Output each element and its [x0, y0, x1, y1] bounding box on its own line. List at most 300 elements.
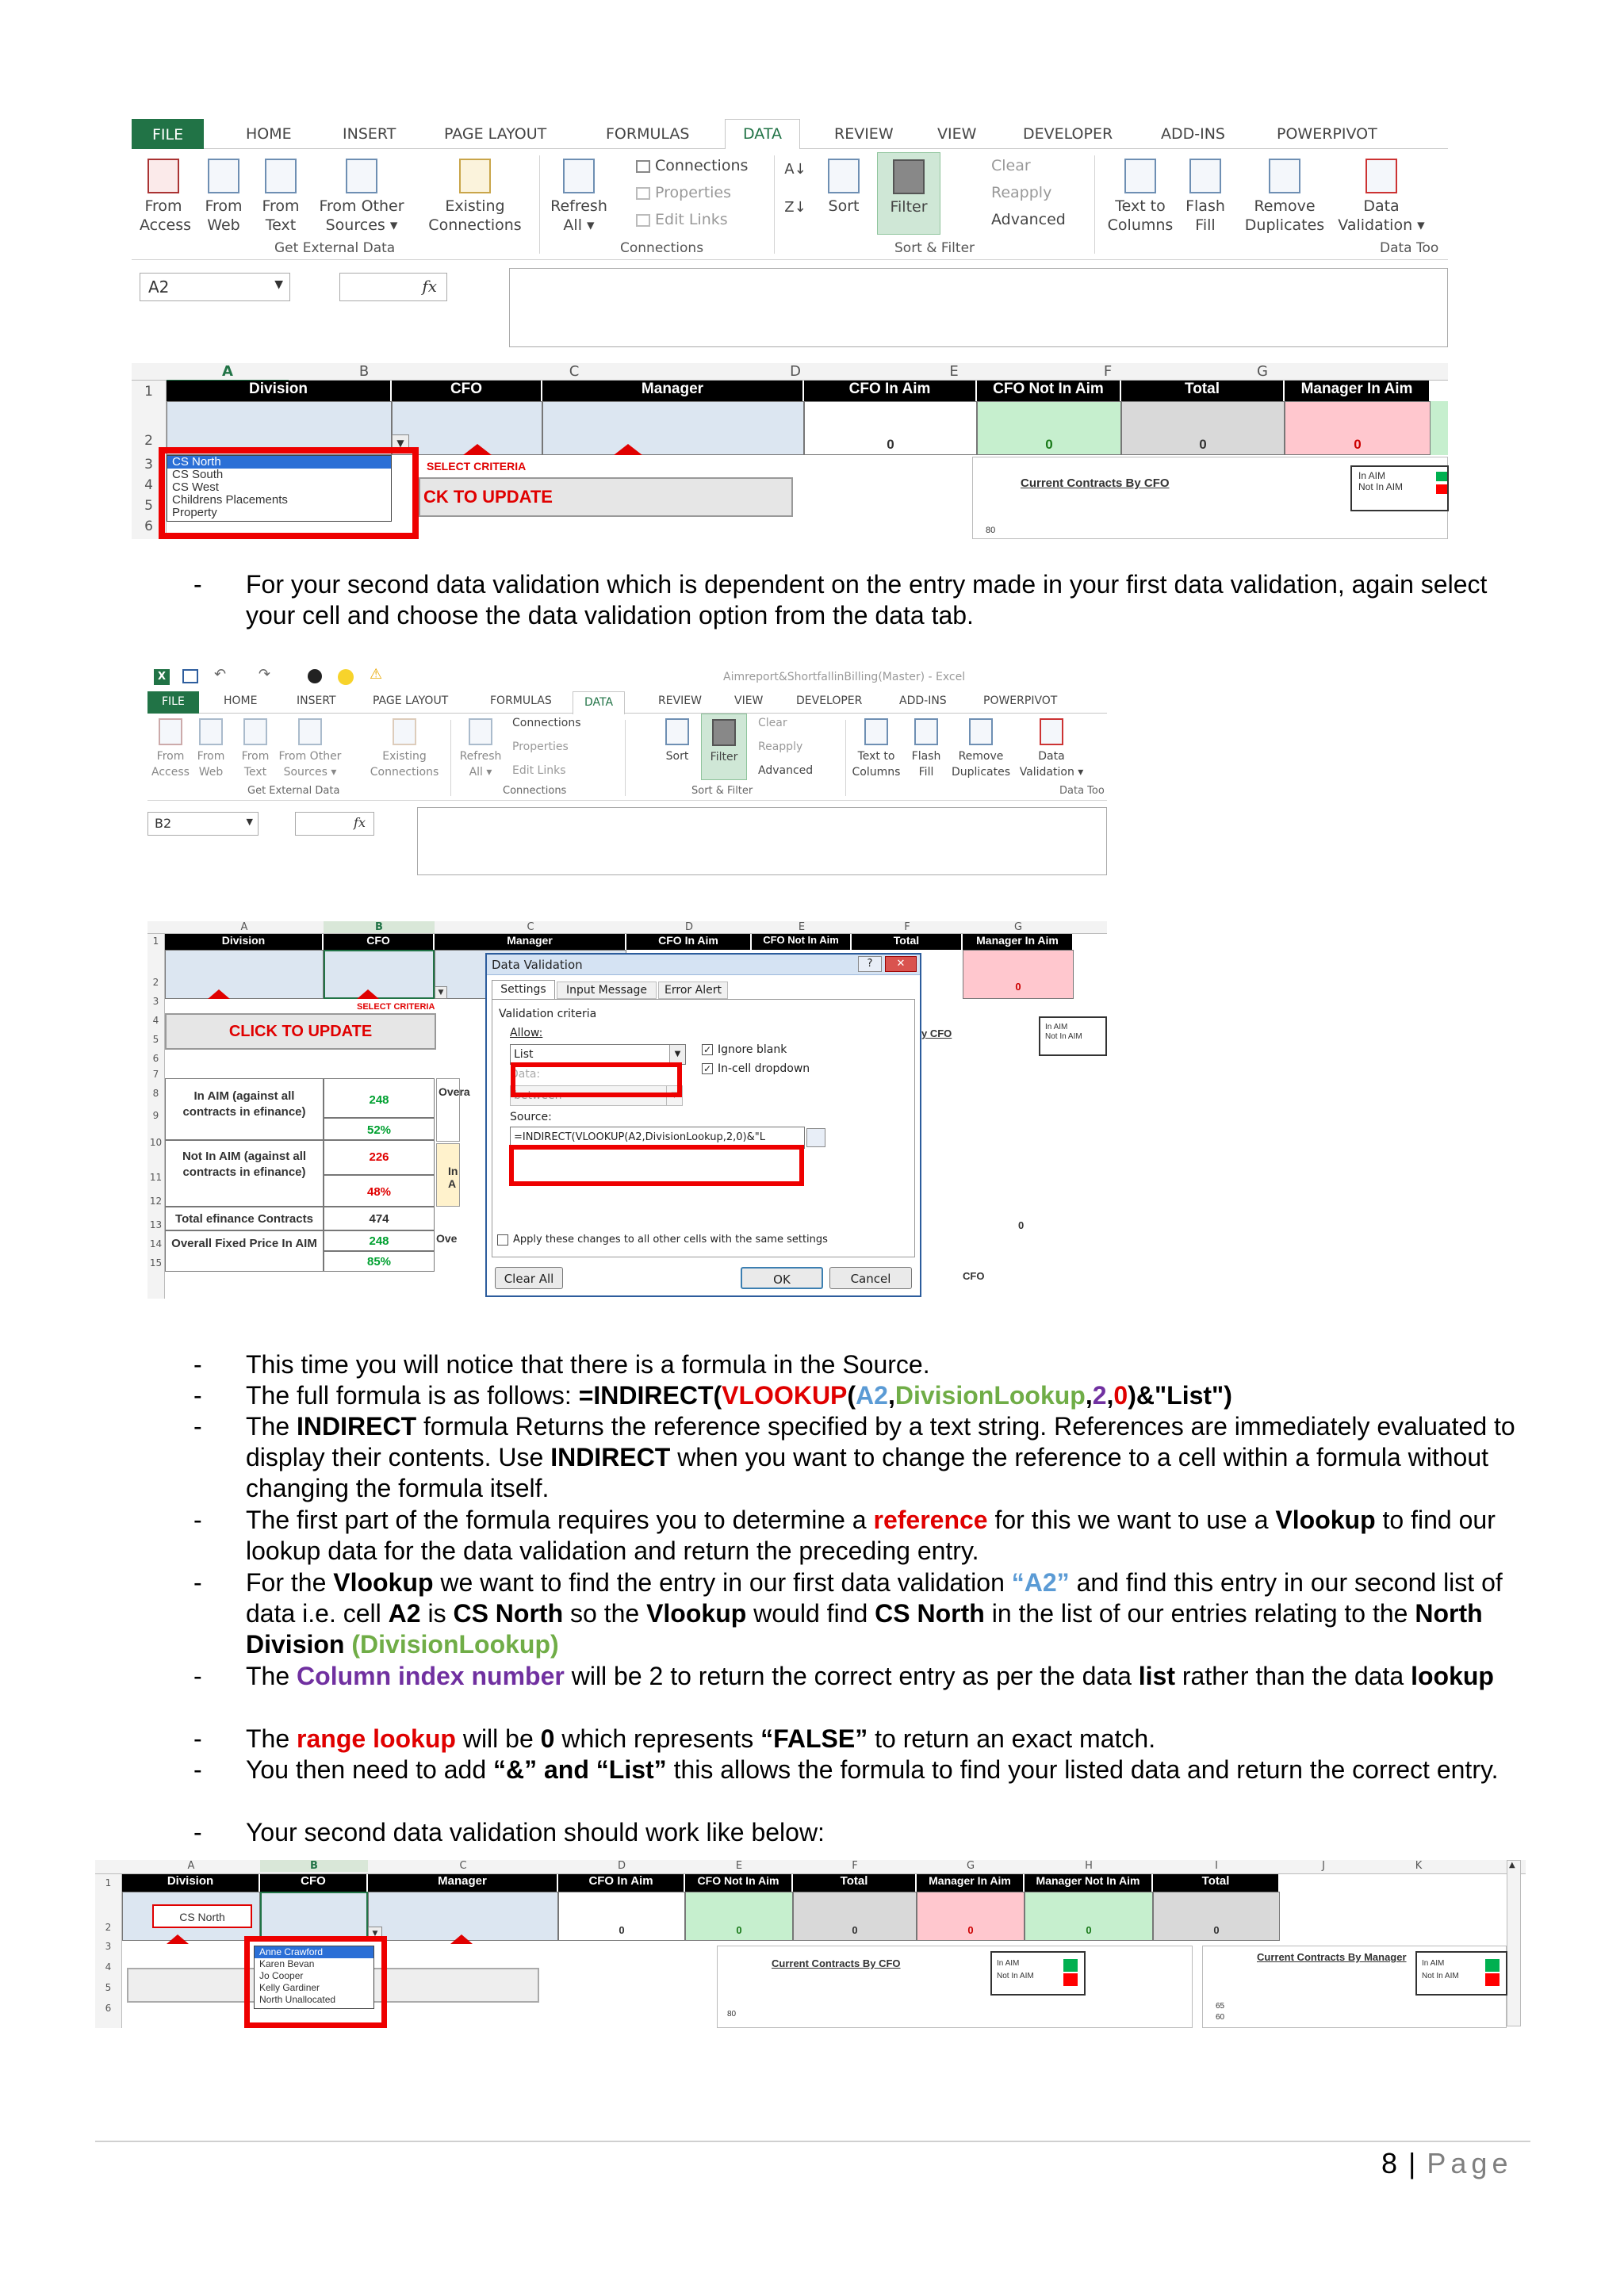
column-letter: E	[949, 363, 959, 380]
vertical-scrollbar[interactable]	[1507, 1860, 1521, 2026]
header-total: Total	[793, 1874, 917, 1892]
tab-add-ins[interactable]: ADD-INS	[1161, 125, 1225, 143]
refresh-icon	[469, 718, 492, 745]
excel-screenshot-3	[95, 1857, 1526, 2028]
in-aim-label-cut: In A	[436, 1143, 460, 1207]
properties-button[interactable]: Properties	[636, 184, 731, 201]
manager-in-aim-value: 0	[917, 1892, 1025, 1941]
column-letter: E	[735, 1860, 743, 1872]
sort-button[interactable]: Sort	[660, 718, 695, 764]
cfo-not-in-aim-value: 0	[977, 401, 1121, 455]
in-aim-label: In AIM (against all contracts in efinance)	[165, 1078, 324, 1140]
column-letter: J	[1322, 1860, 1325, 1872]
row-number: 3	[105, 1941, 112, 1952]
column-letter: D	[617, 1860, 626, 1872]
highlight-box	[159, 447, 419, 539]
red-arrow-icon	[463, 444, 492, 455]
column-letter: B	[358, 363, 370, 380]
title-bar	[147, 664, 1107, 691]
red-arrow-icon	[614, 444, 642, 455]
column-letter: G	[966, 1860, 975, 1872]
name-box[interactable]: A2 ▼	[140, 273, 290, 301]
data-validation-dialog	[485, 953, 921, 1297]
connections-button[interactable]: Connections	[636, 157, 748, 174]
column-headers	[95, 1860, 1526, 1874]
bullet-text: The INDIRECT formula Returns the reference specified by a text string. References are immediately evaluated to display their contents. Use INDIRECT when you want to change the reference to a cell within a formula without changing the formula itself.	[246, 1412, 1515, 1502]
refresh-icon	[563, 159, 595, 193]
row-number: 8	[152, 1088, 159, 1099]
existing-connections-button[interactable]: Existing Connections	[366, 718, 442, 780]
formula-input[interactable]	[417, 807, 1107, 875]
tab-home[interactable]: HOME	[224, 695, 258, 707]
row-number: 4	[105, 1961, 112, 1973]
manager-in-aim-value: 0	[1285, 401, 1431, 455]
not-in-aim-value: 226	[324, 1140, 435, 1175]
column-letter: G	[1257, 363, 1268, 380]
formula-input[interactable]	[509, 268, 1448, 347]
row-number: 11	[149, 1172, 163, 1183]
group-get-external-data: Get External Data	[274, 240, 396, 256]
row-number: 14	[149, 1238, 163, 1249]
row-number: 3	[144, 457, 153, 473]
legend-label: In AIM	[1045, 1023, 1068, 1031]
group-connections: Connections	[503, 785, 567, 797]
total-label: Total efinance Contracts	[165, 1207, 324, 1230]
dropdown-arrow-button[interactable]: ▼	[392, 434, 409, 452]
text-file-icon	[243, 718, 267, 745]
formula-bar	[132, 260, 1448, 333]
redo-icon[interactable]: ↷	[259, 666, 271, 683]
bullet-dash: -	[193, 1724, 202, 1753]
flash-fill-button[interactable]: Flash Fill	[1182, 159, 1229, 235]
edit-links-icon	[636, 214, 650, 227]
text-to-columns-button[interactable]: Text to Columns	[848, 718, 904, 780]
data-validation-icon	[1365, 159, 1397, 193]
ok-button[interactable]: OK	[741, 1267, 823, 1289]
reapply-button[interactable]: Reapply	[991, 184, 1052, 201]
group-sort-filter: Sort & Filter	[894, 240, 975, 256]
text-to-columns-icon	[864, 718, 888, 745]
fx-icon: fx	[354, 815, 366, 830]
division-cell[interactable]	[165, 950, 324, 999]
manager-in-aim-value: 0	[963, 950, 1074, 999]
advanced-button[interactable]: Advanced	[991, 211, 1066, 228]
column-letter: B	[260, 1860, 368, 1872]
header-manager: Manager	[435, 934, 626, 950]
footer-rule	[95, 2141, 1530, 2142]
legend-label: Not In AIM	[997, 1972, 1034, 1980]
reapply-button[interactable]: Reapply	[758, 740, 803, 753]
tab-settings[interactable]: Settings	[492, 980, 555, 999]
tab-formulas[interactable]: FORMULAS	[606, 125, 690, 143]
tab-formulas[interactable]: FORMULAS	[490, 695, 552, 707]
tab-view[interactable]: VIEW	[734, 695, 764, 707]
connections-button[interactable]: Connections	[512, 717, 581, 729]
dropdown-option[interactable]: North Unallocated	[259, 1994, 336, 2005]
header-cfo-in-aim: CFO In Aim	[804, 381, 977, 401]
bullet-dash: -	[193, 1818, 202, 1846]
apply-all-checkbox[interactable]	[497, 1234, 508, 1246]
advanced-button[interactable]: Advanced	[758, 764, 814, 777]
division-selected-value[interactable]: CS North	[152, 1904, 252, 1928]
red-arrow-icon	[167, 1934, 189, 1944]
tab-add-ins[interactable]: ADD-INS	[899, 695, 947, 707]
page-word: Page	[1427, 2147, 1513, 2179]
column-letter: D	[790, 363, 801, 380]
next-cell	[1431, 401, 1448, 455]
excel-screenshot-2	[147, 664, 1107, 1299]
circle-icon[interactable]	[308, 669, 322, 683]
close-icon: ✕	[896, 958, 906, 970]
dropdown-option[interactable]: Karen Bevan	[259, 1958, 315, 1969]
from-web-button[interactable]: From Web	[195, 718, 227, 780]
row-number: 2	[144, 433, 153, 449]
name-box[interactable]: B2 ▼	[147, 812, 259, 836]
row-number: 15	[149, 1257, 163, 1269]
group-data-tools: Data Too	[1380, 240, 1439, 256]
tab-view[interactable]: VIEW	[937, 125, 977, 143]
bullet-dash: -	[193, 1506, 202, 1534]
help-button[interactable]: ?	[858, 956, 882, 972]
total-value: 0	[1153, 1892, 1280, 1941]
header-total: Total	[1121, 381, 1285, 401]
header-cfo-not-in-aim: CFO Not In Aim	[685, 1874, 793, 1892]
row-number: 4	[144, 477, 153, 493]
column-letter: D	[684, 921, 693, 933]
remove-duplicates-button[interactable]: Remove Duplicates	[948, 718, 1013, 780]
clear-all-button[interactable]: Clear All	[495, 1267, 563, 1289]
chart-legend	[990, 1951, 1086, 1996]
click-to-update-button[interactable]: CLICK TO UPDATE	[165, 1013, 436, 1050]
column-letter: A	[240, 921, 248, 933]
existing-connections-icon	[393, 718, 416, 745]
header-manager-not-in-aim: Manager Not In Aim	[1025, 1874, 1153, 1892]
ignore-blank-checkbox[interactable]: ✓	[703, 1044, 712, 1055]
bullet-text: You then need to add “&” and “List” this allows the formula to find your listed data and return the correct entry.	[246, 1755, 1499, 1784]
data-ribbon	[132, 149, 1448, 260]
highlight-box	[511, 1062, 682, 1097]
header-division: Division	[122, 1874, 260, 1892]
tab-insert[interactable]: INSERT	[297, 695, 336, 707]
bullet-text: For the Vlookup we want to find the entry in our first data validation “A2” and find this entry in our second list of data i.e. cell A2 is CS North so the Vlookup would find CS North in the list of our entries relating to the North Division (DivisionLookup)	[246, 1568, 1503, 1659]
column-letter: C	[569, 363, 580, 380]
legend-label: Not In AIM	[1422, 1972, 1459, 1980]
divider	[1094, 155, 1095, 254]
sort-icon	[665, 718, 689, 745]
from-other-sources-button[interactable]: From Other Sources ▾	[276, 718, 344, 780]
chevron-down-icon: ▼	[274, 278, 283, 291]
cfo-label: CFO	[963, 1270, 985, 1282]
tab-powerpivot[interactable]: POWERPIVOT	[983, 695, 1058, 707]
in-aim-pct: 52%	[324, 1118, 435, 1140]
row-number: 5	[144, 498, 153, 514]
access-icon	[147, 159, 179, 193]
warning-icon[interactable]: ⚠	[370, 666, 383, 683]
excel-screenshot-1	[132, 119, 1448, 539]
chevron-down-icon: ▼	[669, 1045, 685, 1064]
column-letter: F	[904, 921, 910, 933]
properties-button[interactable]: Properties	[512, 740, 569, 753]
legend-label: Not In AIM	[1358, 481, 1404, 492]
fixed-price-pct: 85%	[324, 1251, 435, 1272]
window-title: Aimreport&ShortfallinBilling(Master) - Excel	[723, 671, 966, 683]
sort-button[interactable]: Sort	[820, 159, 868, 216]
other-sources-icon	[298, 718, 322, 745]
dropdown-option[interactable]: CS West	[172, 480, 219, 494]
dropdown-option[interactable]: Kelly Gardiner	[259, 1982, 320, 1993]
from-text-button[interactable]: From Text	[259, 159, 303, 235]
tab-powerpivot[interactable]: POWERPIVOT	[1277, 125, 1377, 143]
column-letter: C	[459, 1860, 467, 1872]
refresh-all-button[interactable]: Refresh All ▾	[458, 718, 503, 780]
header-division: Division	[167, 381, 392, 401]
tab-error-alert[interactable]: Error Alert	[658, 982, 728, 999]
cfo-cell[interactable]	[324, 950, 435, 999]
chart-current-contracts-by-cfo	[972, 457, 1448, 539]
remove-duplicates-button[interactable]: Remove Duplicates	[1240, 159, 1329, 235]
source-input[interactable]: =INDIRECT(VLOOKUP(A2,DivisionLookup,2,0)&"L	[510, 1127, 805, 1149]
header-cfo: CFO	[324, 934, 435, 950]
group-data-tools: Data Too	[1059, 785, 1105, 797]
header-manager-in-aim: Manager In Aim	[1285, 381, 1431, 401]
in-cell-dropdown-checkbox[interactable]: ✓	[703, 1063, 712, 1074]
column-letter: E	[798, 921, 806, 933]
from-access-button[interactable]: From Access	[151, 718, 190, 780]
select-criteria-label: SELECT CRITERIA	[357, 1002, 435, 1012]
column-letter: H	[1085, 1860, 1093, 1872]
tab-insert[interactable]: INSERT	[343, 125, 396, 143]
row-number: 6	[105, 2003, 112, 2014]
header-total: Total	[852, 934, 963, 950]
tab-developer[interactable]: DEVELOPER	[1023, 125, 1113, 143]
save-icon[interactable]	[182, 669, 198, 683]
bullet-text: The full formula is as follows: =INDIRECT(VLOOKUP(A2,DivisionLookup,2,0)&"List")	[246, 1381, 1232, 1410]
data-validation-button[interactable]: Data Validation ▾	[1334, 159, 1429, 235]
formula-bar	[147, 801, 1107, 864]
ignore-blank-label: Ignore blank	[718, 1043, 787, 1056]
row-number: 6	[144, 519, 153, 534]
from-access-button[interactable]: From Access	[140, 159, 187, 235]
edit-links-button[interactable]: Edit Links	[512, 764, 566, 777]
bullet-dash: -	[193, 1350, 202, 1379]
data-select[interactable]: between ▼	[510, 1085, 683, 1106]
dropdown-arrow-button[interactable]: ▼	[368, 1927, 382, 1941]
remove-duplicates-icon	[969, 718, 993, 745]
axis-tick-label: 65	[1216, 2002, 1225, 2011]
tab-page-layout[interactable]: PAGE LAYOUT	[373, 695, 449, 707]
chart-title: Current Contracts By CFO	[772, 1957, 901, 1969]
red-arrow-icon	[208, 989, 230, 999]
tab-file[interactable]: FILE	[147, 691, 199, 714]
undo-icon[interactable]: ↶	[214, 666, 227, 683]
axis-tick-label: 80	[727, 2010, 737, 2019]
existing-connections-button[interactable]: Existing Connections	[423, 159, 527, 235]
dropdown-option[interactable]: Childrens Placements	[172, 493, 288, 507]
chart-legend	[1415, 1951, 1507, 1996]
click-to-update-button[interactable]: CK TO UPDATE	[419, 477, 793, 517]
divider	[539, 155, 540, 254]
tab-review[interactable]: REVIEW	[658, 695, 702, 707]
close-button[interactable]	[885, 956, 917, 972]
dropdown-option[interactable]: Anne Crawford	[255, 1946, 373, 1958]
fixed-price-label: Overall Fixed Price In AIM	[165, 1230, 324, 1272]
header-manager: Manager	[368, 1874, 558, 1892]
from-web-button[interactable]: From Web	[201, 159, 246, 235]
not-in-aim-label: Not In AIM (against all contracts in efinance)	[165, 1140, 324, 1207]
manager-not-in-aim-value: 0	[1025, 1892, 1153, 1941]
column-letter: I	[1215, 1860, 1218, 1872]
divider	[845, 720, 846, 796]
red-arrow-icon	[450, 1934, 473, 1944]
page-footer	[1381, 2147, 1512, 2180]
data-ribbon	[147, 714, 1107, 801]
tab-page-layout[interactable]: PAGE LAYOUT	[444, 125, 547, 143]
flash-fill-icon	[914, 718, 938, 745]
manager-cell[interactable]	[542, 401, 804, 455]
chart-current-contracts-by-cfo	[717, 1946, 1193, 2028]
header-manager: Manager	[542, 381, 804, 401]
from-other-sources-button[interactable]: From Other Sources ▾	[314, 159, 409, 235]
header-manager-in-aim: Manager In Aim	[917, 1874, 1025, 1892]
access-icon	[159, 718, 182, 745]
red-arrow-icon	[357, 989, 379, 999]
dropdown-option[interactable]: CS North	[167, 456, 391, 469]
cfo-not-in-aim-value: 0	[685, 1892, 793, 1941]
excel-icon: X	[154, 669, 170, 685]
in-aim-value: 248	[324, 1078, 435, 1118]
dropdown-option[interactable]: CS South	[172, 468, 224, 481]
edit-links-button[interactable]: Edit Links	[636, 211, 728, 228]
header-cfo-in-aim: CFO In Aim	[626, 934, 752, 950]
bullet-text: The Column index number will be 2 to return the correct entry as per the data list rather than the data lookup	[246, 1662, 1494, 1690]
chart-title: Current Contracts By CFO	[1021, 476, 1170, 490]
ribbon-tabs	[147, 691, 1107, 714]
legend-swatch-red	[1063, 1973, 1078, 1986]
smiley-icon[interactable]	[338, 669, 354, 685]
legend-swatch-red	[1436, 484, 1447, 494]
instruction-paragraph: For your second data validation which is dependent on the entry made in your first data validation, again select your cell and choose the data validation option from the data tab.	[246, 570, 1488, 629]
data-validation-button[interactable]: Data Validation ▾	[1017, 718, 1086, 780]
web-icon	[199, 718, 223, 745]
axis-tick-label: 60	[1216, 2013, 1225, 2022]
apply-all-label: Apply these changes to all other cells with the same settings	[513, 1234, 828, 1246]
total-value: 474	[324, 1207, 435, 1230]
cfo-cell[interactable]	[260, 1892, 368, 1941]
fixed-price-value: 248	[324, 1230, 435, 1251]
bullet-dash: -	[193, 1568, 202, 1597]
row-number: 1	[144, 384, 153, 400]
bullet-dash: -	[193, 570, 202, 599]
allow-label: Allow:	[510, 1027, 543, 1039]
tab-data[interactable]: DATA	[573, 691, 625, 714]
filter-button[interactable]: Filter	[701, 714, 747, 780]
tab-developer[interactable]: DEVELOPER	[796, 695, 863, 707]
legend-label: In AIM	[997, 1959, 1020, 1968]
properties-icon	[636, 187, 650, 200]
text-file-icon	[265, 159, 297, 193]
column-headers	[147, 921, 1107, 934]
highlight-box	[244, 1936, 387, 2028]
header-cfo-in-aim: CFO In Aim	[558, 1874, 685, 1892]
legend-swatch-red	[1485, 1973, 1500, 1986]
flash-fill-icon	[1189, 159, 1221, 193]
column-letter: B	[324, 921, 435, 933]
legend-swatch-green	[1063, 1959, 1078, 1972]
text-to-columns-button[interactable]: Text to Columns	[1101, 159, 1180, 235]
filter-icon	[712, 719, 736, 746]
column-letter: C	[527, 921, 534, 933]
clear-button[interactable]: Clear	[758, 717, 787, 729]
group-connections: Connections	[620, 240, 704, 256]
dropdown-arrow-button[interactable]: ▼	[435, 986, 447, 999]
tab-review[interactable]: REVIEW	[834, 125, 894, 143]
header-cfo: CFO	[392, 381, 542, 401]
bullet-dash: -	[193, 1412, 202, 1441]
refresh-all-button[interactable]: Refresh All ▾	[547, 159, 611, 235]
bullet-text: The first part of the formula requires you to determine a reference for this we want to use a Vlookup to find our lookup data for the data validation and return the preceding entry.	[246, 1506, 1496, 1565]
tab-data[interactable]: DATA	[725, 119, 800, 150]
row-number: 12	[149, 1196, 163, 1207]
sort-az-button[interactable]: A↓ Z↓	[784, 161, 806, 216]
dropdown-option[interactable]: Jo Cooper	[259, 1970, 304, 1981]
filter-button[interactable]: Filter	[877, 152, 940, 235]
tab-home[interactable]: HOME	[246, 125, 292, 143]
header-cfo-not-in-aim: CFO Not In Aim	[977, 381, 1121, 401]
header-division: Division	[165, 934, 324, 950]
sort-icon	[828, 159, 860, 193]
cancel-button[interactable]: Cancel	[829, 1267, 912, 1289]
chart-title-partial: y CFO	[921, 1027, 952, 1039]
in-cell-dropdown-label: In-cell dropdown	[718, 1062, 810, 1075]
column-headers	[132, 363, 1448, 381]
row-number: 2	[105, 1922, 112, 1933]
header-cfo-not-in-aim: CFO Not In Aim	[752, 934, 852, 950]
bullet-dash: -	[193, 1755, 202, 1784]
clear-button[interactable]: Clear	[991, 157, 1031, 174]
tab-input-message[interactable]: Input Message	[557, 982, 657, 999]
range-picker-icon[interactable]	[806, 1128, 825, 1147]
divider	[774, 155, 775, 254]
axis-tick-label: 80	[986, 526, 996, 535]
total-value: 0	[1121, 401, 1285, 455]
page-separator: |	[1399, 2147, 1427, 2179]
header-cfo: CFO	[260, 1874, 368, 1892]
from-text-button[interactable]: From Text	[239, 718, 271, 780]
settings-panel	[492, 999, 915, 1257]
overall-label-cut: Overa	[436, 1078, 460, 1142]
ribbon-tabs	[132, 119, 1448, 149]
bullet-dash: -	[193, 1662, 202, 1690]
flash-fill-button[interactable]: Flash Fill	[909, 718, 944, 780]
fx-icon: fx	[422, 277, 437, 296]
dropdown-option[interactable]: Property	[172, 506, 217, 519]
divider	[450, 720, 451, 796]
column-letter: G	[1013, 921, 1023, 933]
row-number: 1	[105, 1877, 112, 1888]
column-letter: A	[187, 1860, 195, 1872]
existing-connections-icon	[459, 159, 491, 193]
allow-select[interactable]: List ▼	[510, 1044, 686, 1065]
chart-legend	[1039, 1016, 1107, 1056]
manager-cell[interactable]	[368, 1892, 558, 1941]
header-manager-in-aim: Manager In Aim	[963, 934, 1074, 950]
data-validation-icon	[1040, 718, 1063, 745]
tab-file[interactable]: FILE	[132, 119, 204, 149]
chart-current-contracts-by-manager	[1202, 1946, 1507, 2028]
legend-swatch-green	[1436, 472, 1447, 481]
chart-title: Current Contracts By Manager	[1257, 1951, 1407, 1963]
row-number: 6	[152, 1053, 159, 1064]
